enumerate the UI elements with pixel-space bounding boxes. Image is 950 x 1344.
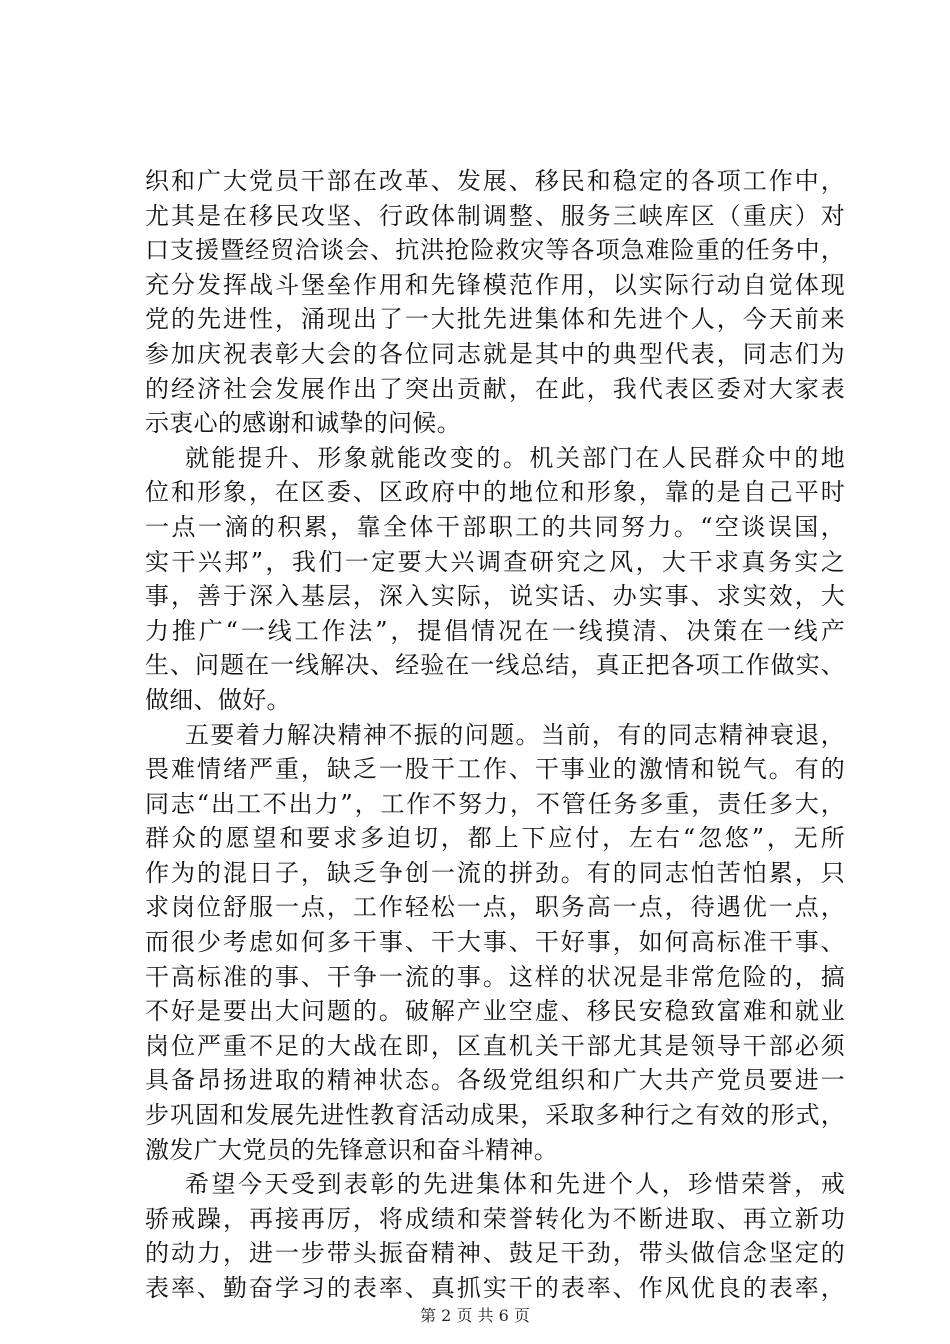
text-line: 生、问题在一线解决、经验在一线总结，真正把各项工作做实、 [145,651,845,680]
text-line: 希望今天受到表彰的先进集体和先进个人，珍惜荣誉，戒 [185,1170,845,1199]
text-line: 同志“出工不出力”，工作不努力，不管任务多重，责任多大， [145,789,845,818]
text-line: 力推广“一线工作法”，提倡情况在一线摸清、决策在一线产 [145,616,845,645]
text-line: 激发广大党员的先锋意识和奋斗精神。 [145,1135,559,1164]
text-line: 岗位严重不足的大战在即，区直机关干部尤其是领导干部必须 [145,1031,845,1060]
text-line: 干高标准的事、干争一流的事。这样的状况是非常危险的，搞 [145,962,845,991]
text-line: 就能提升、形象就能改变的。机关部门在人民群众中的地 [185,443,845,472]
text-line: 五要着力解决精神不振的问题。当前，有的同志精神衰退， [185,720,845,749]
text-line: 做细、做好。 [145,685,291,714]
text-line: 位和形象，在区委、区政府中的地位和形象，靠的是自己平时 [145,478,845,507]
text-line: 参加庆祝表彰大会的各位同志就是其中的典型代表，同志们为 [145,339,845,368]
text-line: 不好是要出大问题的。破解产业空虚、移民安稳致富难和就业 [145,997,845,1026]
text-line: 的动力，进一步带头振奋精神、鼓足干劲，带头做信念坚定的 [145,1239,845,1268]
text-line: 一点一滴的积累，靠全体干部职工的共同努力。“空谈误国， [145,512,845,541]
text-line: 具备昂扬进取的精神状态。各级党组织和广大共产党员要进一 [145,1066,845,1095]
text-line: 尤其是在移民攻坚、行政体制调整、服务三峡库区（重庆）对 [145,201,845,230]
text-line: 口支援暨经贸洽谈会、抗洪抢险救灾等各项急难险重的任务中， [145,236,845,265]
text-line: 群众的愿望和要求多迫切，都上下应付，左右“忽悠”，无所 [145,824,845,853]
page-number-footer: 第 2 页 共 6 页 [420,1306,530,1325]
text-line: 而很少考虑如何多干事、干大事、干好事，如何高标准干事、 [145,928,845,957]
text-line: 表率、勤奋学习的表率、真抓实干的表率、作风优良的表率， [145,1274,845,1302]
text-line: 充分发挥战斗堡垒作用和先锋模范作用，以实际行动自觉体现 [145,270,845,299]
text-line: 骄戒躁，再接再厉，将成绩和荣誉转化为不断进取、再立新功 [145,1204,845,1233]
text-line: 实干兴邦”，我们一定要大兴调查研究之风，大干求真务实之 [145,547,845,576]
body-text [145,164,845,1306]
text-line: 步巩固和发展先进性教育活动成果，采取多种行之有效的形式， [145,1101,845,1130]
text-line: 事，善于深入基层，深入实际，说实话、办实事、求实效，大 [145,582,845,611]
text-line: 作为的混日子，缺乏争创一流的拼劲。有的同志怕苦怕累，只 [145,858,845,887]
text-line: 畏难情绪严重，缺乏一股干工作、干事业的激情和锐气。有的 [145,755,845,784]
text-line: 织和广大党员干部在改革、发展、移民和稳定的各项工作中， [145,167,845,195]
text-line: 示衷心的感谢和诚挚的问候。 [145,409,461,438]
text-line: 党的先进性，涌现出了一大批先进集体和先进个人，今天前来 [145,305,845,334]
text-line: 求岗位舒服一点，工作轻松一点，职务高一点，待遇优一点， [145,893,845,922]
text-line: 的经济社会发展作出了突出贡献，在此，我代表区委对大家表 [145,374,845,403]
